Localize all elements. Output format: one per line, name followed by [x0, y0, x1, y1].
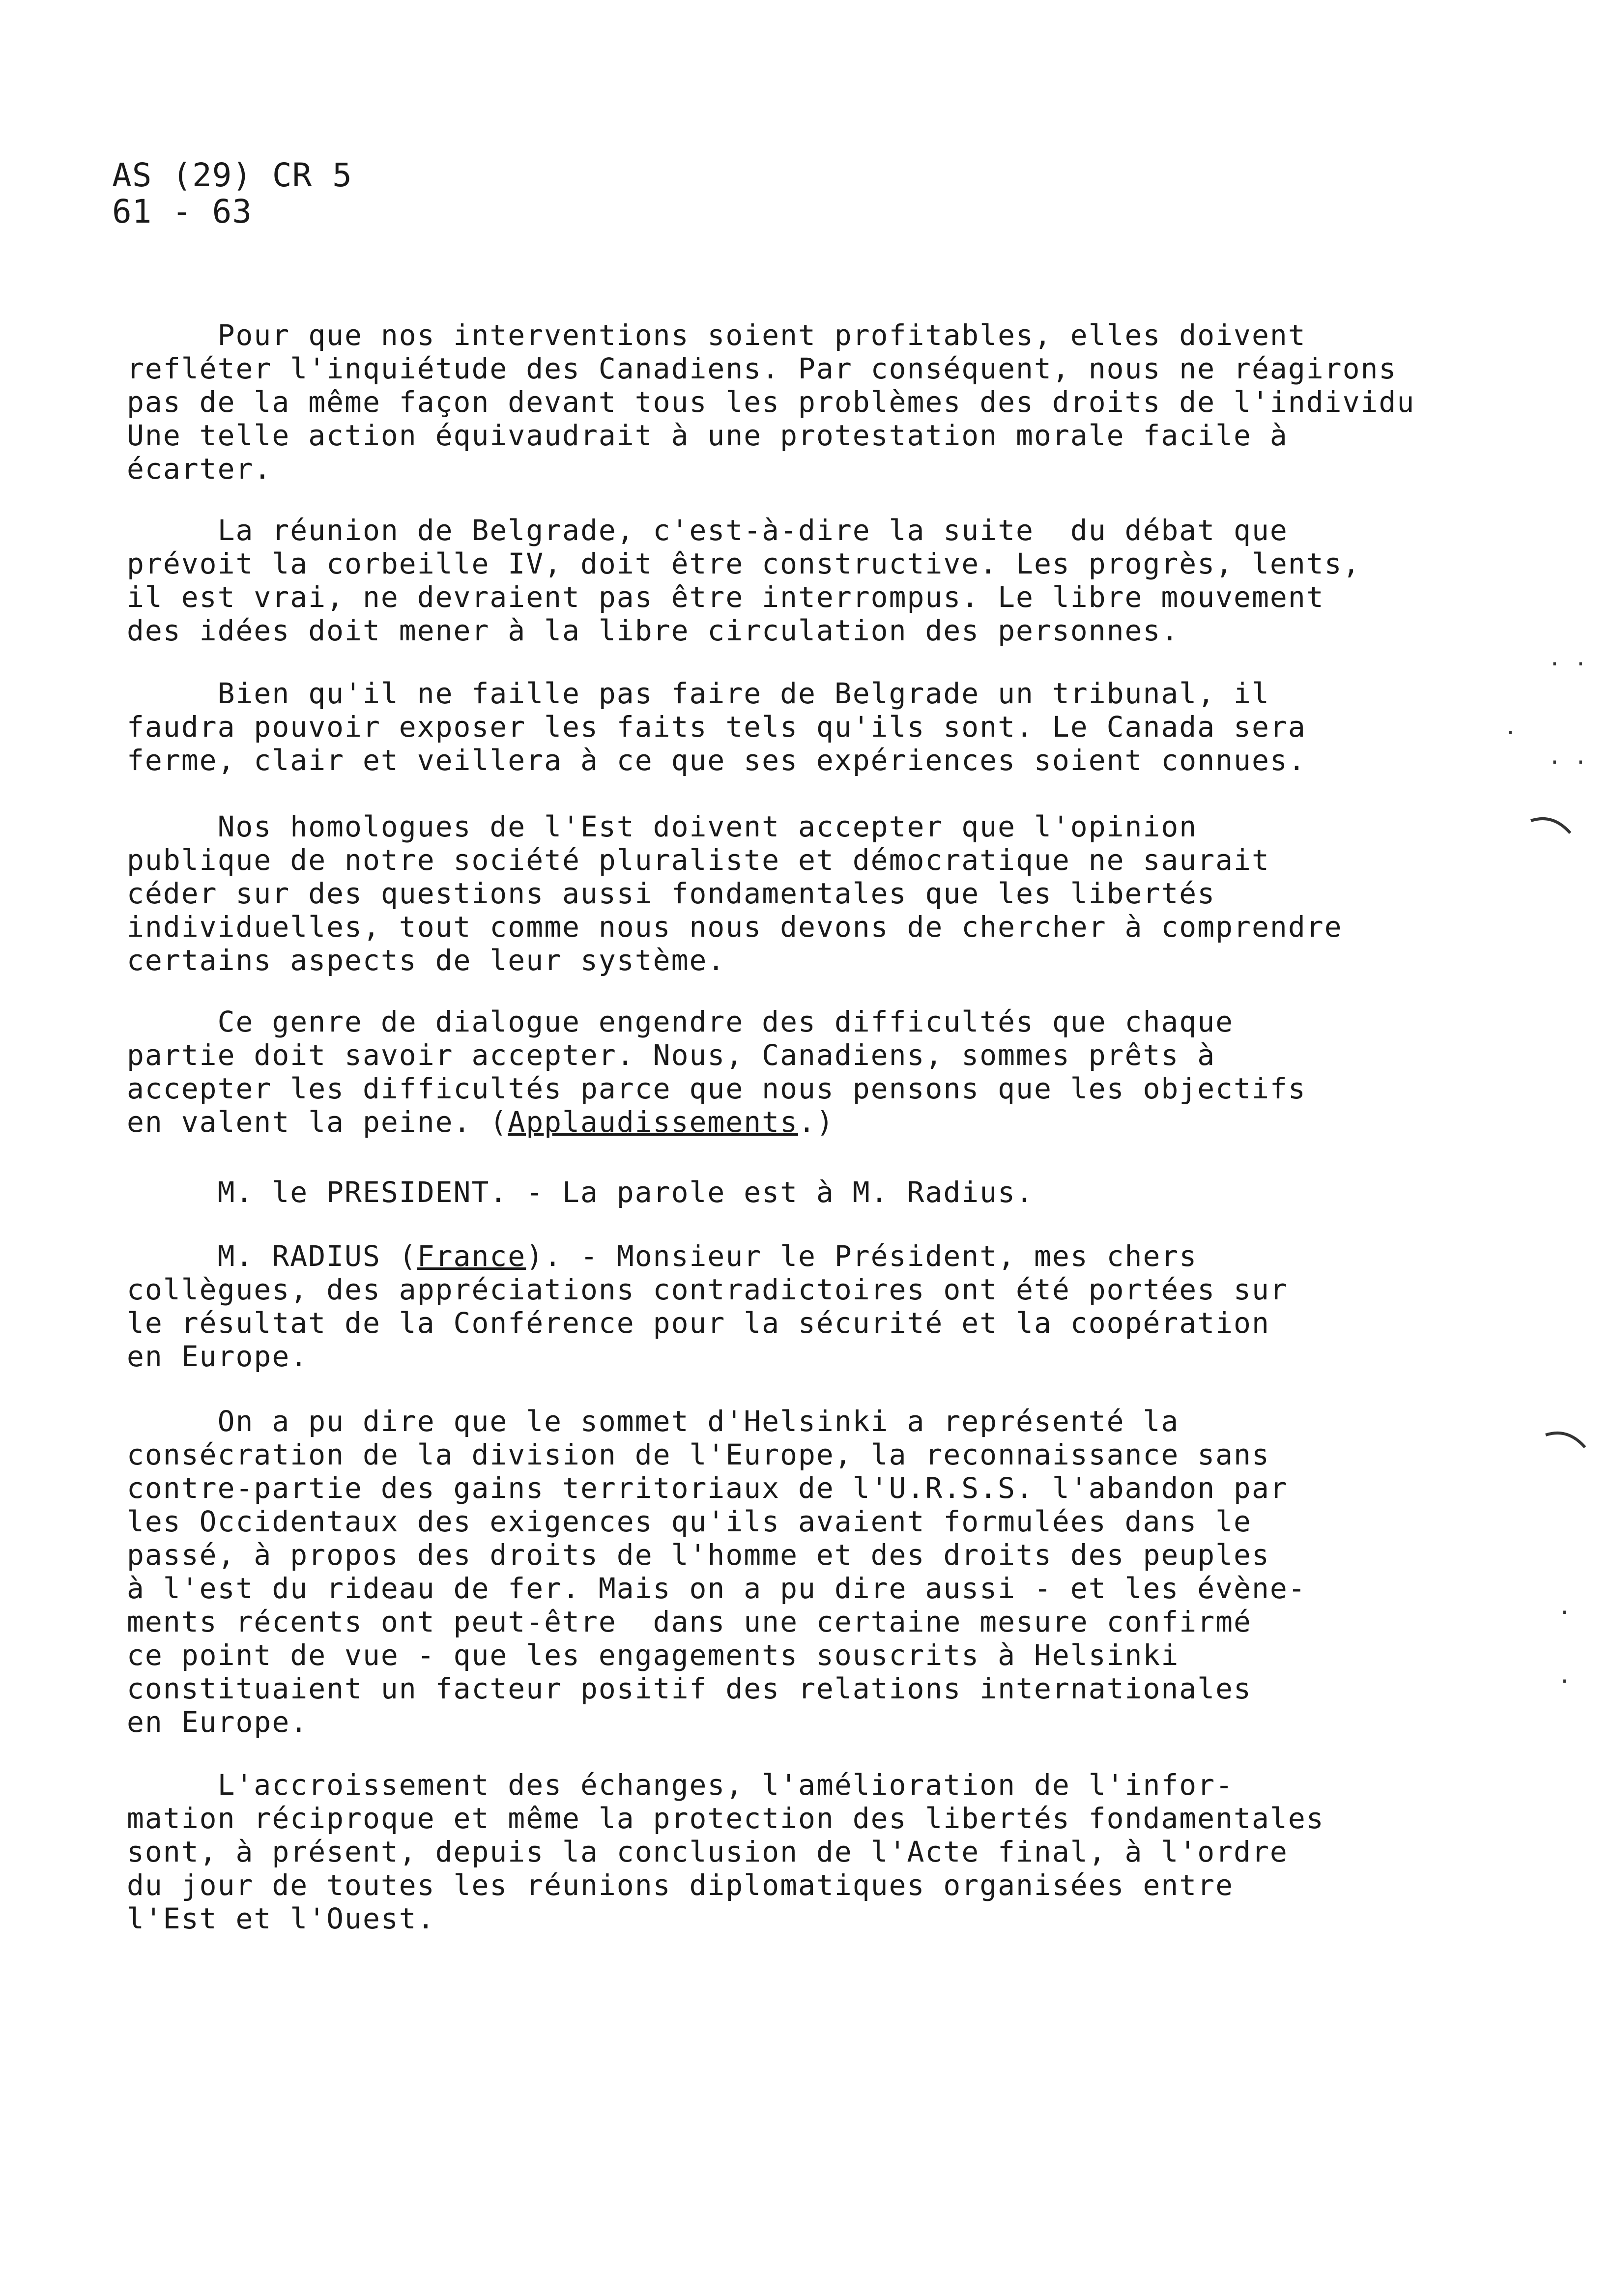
text-line: Pour que nos interventions soient profitables, elles doivent	[127, 318, 1306, 352]
country-annotation: France	[417, 1239, 526, 1273]
text-line: en Europe.	[127, 1705, 309, 1739]
text-line: publique de notre société pluraliste et démocratique ne saurait	[127, 843, 1270, 877]
reference-line-2: 61 - 63	[112, 193, 253, 230]
scan-mark	[1528, 811, 1573, 840]
paragraph-6	[127, 1176, 1503, 1209]
paragraph-7	[127, 1239, 1503, 1373]
text-line: écarter.	[127, 452, 272, 486]
paragraph-9	[127, 1768, 1503, 1935]
scan-mark: · ·	[1548, 750, 1587, 775]
text-line: en Europe.	[127, 1340, 309, 1373]
paragraph-8	[127, 1405, 1503, 1739]
text-line: l'Est et l'Ouest.	[127, 1902, 435, 1935]
text-line	[127, 1105, 1503, 1139]
text-line: Bien qu'il ne faille pas faire de Belgrade un tribunal, il	[127, 677, 1270, 710]
text-line: individuelles, tout comme nous nous devons de chercher à comprendre	[127, 910, 1343, 944]
scan-mark: ·	[1504, 720, 1517, 746]
scan-mark: ·	[1558, 1669, 1571, 1694]
text-line: On a pu dire que le sommet d'Helsinki a représenté la	[127, 1405, 1180, 1438]
text-line: consécration de la division de l'Europe, la reconnaissance sans	[127, 1438, 1270, 1471]
reference-line-1: AS (29) CR 5	[112, 156, 352, 194]
text-line: mation réciproque et même la protection des libertés fondamentales	[127, 1802, 1324, 1835]
text-segment: en valent la peine. (	[127, 1105, 508, 1139]
text-line: ferme, clair et veillera à ce que ses expériences soient connues.	[127, 744, 1306, 777]
text-line: constituaient un facteur positif des relations internationales	[127, 1672, 1252, 1705]
scan-mark: · ·	[1548, 652, 1587, 677]
text-line: il est vrai, ne devraient pas être interrompus. Le libre mouvement	[127, 580, 1324, 614]
paragraph-4	[127, 810, 1503, 977]
document-reference	[112, 157, 352, 230]
text-line: à l'est du rideau de fer. Mais on a pu dire aussi - et les évène-	[127, 1572, 1306, 1605]
text-segment: M. RADIUS (	[127, 1239, 417, 1273]
text-line: partie doit savoir accepter. Nous, Canadiens, sommes prêts à	[127, 1038, 1216, 1072]
text-line: Nos homologues de l'Est doivent accepter que l'opinion	[127, 810, 1198, 843]
paragraph-3	[127, 677, 1503, 777]
text-line: L'accroissement des échanges, l'amélioration de l'infor-	[127, 1768, 1234, 1802]
text-line: sont, à présent, depuis la conclusion de l'Acte final, à l'ordre	[127, 1835, 1288, 1868]
text-line: ce point de vue - que les engagements souscrits à Helsinki	[127, 1638, 1180, 1672]
text-line: le résultat de la Conférence pour la sécurité et la coopération	[127, 1306, 1270, 1340]
text-line: collègues, des appréciations contradictoires ont été portées sur	[127, 1273, 1288, 1306]
text-line: passé, à propos des droits de l'homme et des droits des peuples	[127, 1538, 1270, 1572]
text-line: certains aspects de leur système.	[127, 944, 726, 977]
applause-annotation: Applaudissements	[508, 1105, 799, 1139]
text-line: les Occidentaux des exigences qu'ils avaient formulées dans le	[127, 1505, 1252, 1538]
text-segment: ). - Monsieur le Président, mes chers	[526, 1239, 1198, 1273]
text-line: accepter les difficultés parce que nous pensons que les objectifs	[127, 1072, 1306, 1105]
text-line: Ce genre de dialogue engendre des difficultés que chaque	[127, 1005, 1234, 1038]
text-line: pas de la même façon devant tous les problèmes des droits de l'individu	[127, 385, 1415, 419]
text-line: faudra pouvoir exposer les faits tels qu'ils sont. Le Canada sera	[127, 710, 1306, 744]
text-line: M. le PRESIDENT. - La parole est à M. Radius.	[127, 1176, 1034, 1209]
text-line: des idées doit mener à la libre circulation des personnes.	[127, 614, 1180, 647]
text-line: contre-partie des gains territoriaux de l'U.R.S.S. l'abandon par	[127, 1471, 1288, 1505]
paragraph-1	[127, 318, 1503, 486]
scan-mark: ·	[1558, 1600, 1571, 1625]
text-line: ments récents ont peut-être dans une certaine mesure confirmé	[127, 1605, 1252, 1638]
paragraph-5	[127, 1005, 1503, 1139]
paragraph-2	[127, 514, 1503, 647]
text-line: céder sur des questions aussi fondamentales que les libertés	[127, 877, 1216, 910]
text-line: du jour de toutes les réunions diplomatiques organisées entre	[127, 1868, 1234, 1902]
text-segment: .)	[798, 1105, 835, 1139]
text-line	[127, 1239, 1503, 1273]
text-line: Une telle action équivaudrait à une protestation morale facile à	[127, 419, 1288, 452]
text-line: La réunion de Belgrade, c'est-à-dire la suite du débat que	[127, 514, 1288, 547]
text-line: prévoit la corbeille IV, doit être constructive. Les progrès, lents,	[127, 547, 1361, 580]
text-line: refléter l'inquiétude des Canadiens. Par conséquent, nous ne réagirons	[127, 352, 1397, 385]
scan-mark	[1543, 1425, 1587, 1455]
